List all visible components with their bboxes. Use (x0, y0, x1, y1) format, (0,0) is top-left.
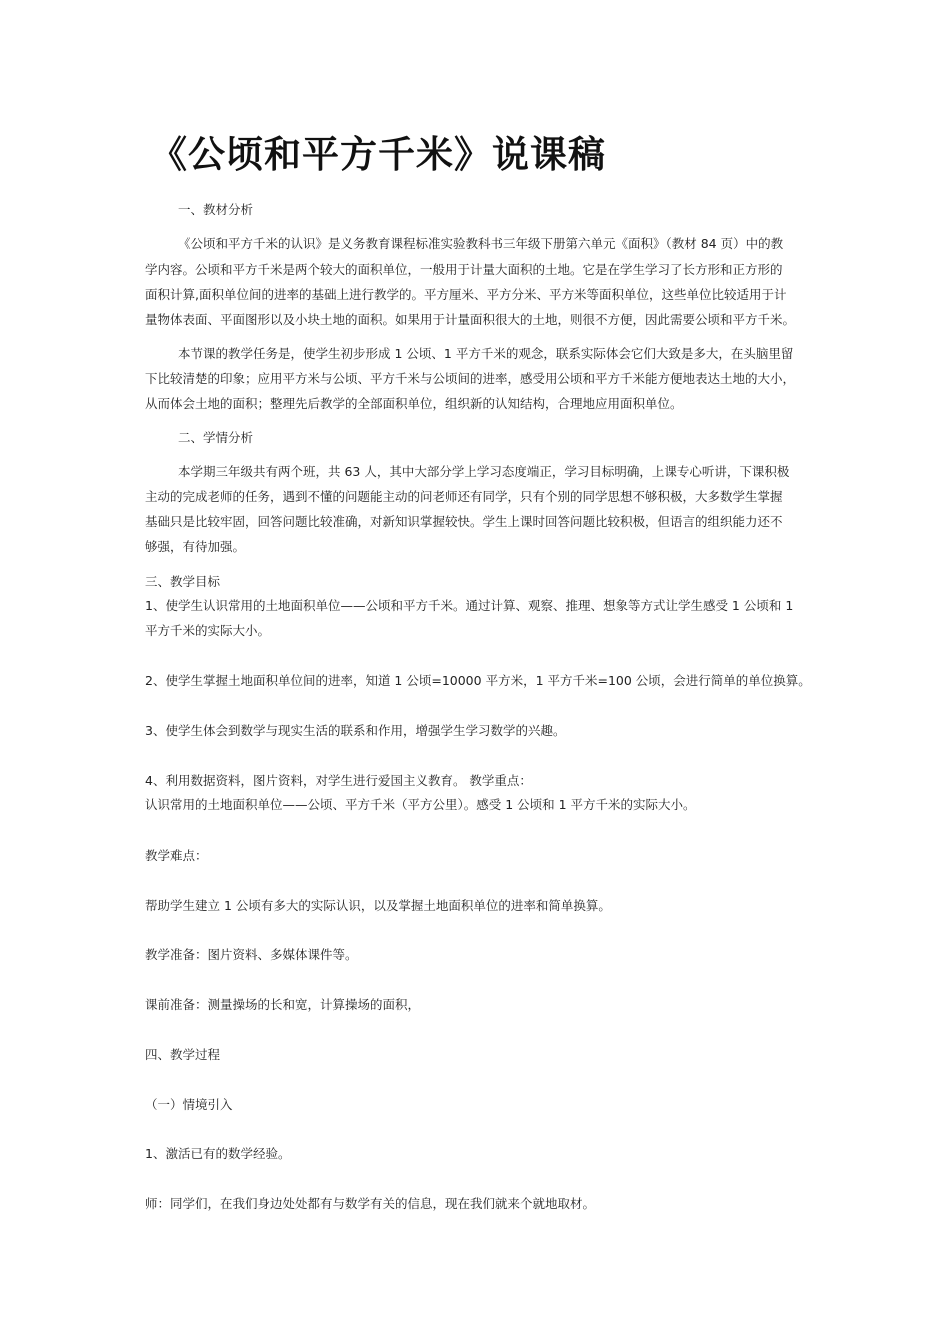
section-heading-textbook-analysis: 一、教材分析 (178, 202, 254, 217)
goal-line: 平方千米的实际大小。 (145, 623, 271, 638)
paragraph-line: 《公顷和平方千米的认识》是义务教育课程标准实验教科书三年级下册第六单元《面积》（教材 84 页）中的教 (178, 236, 784, 251)
paragraph-line: 本节课的教学任务是，使学生初步形成 1 公顷、1 平方千米的观念，联系实际体会它们大致是多大，在头脑里留 (178, 346, 794, 361)
section-heading-teaching-goals: 三、教学目标 (145, 574, 221, 589)
goal-line: 3、使学生体会到数学与现实生活的联系和作用，增强学生学习数学的兴趣。 (145, 723, 566, 738)
document-title: 《公顷和平方千米》说课稿 (150, 133, 606, 176)
paragraph-line: 主动的完成老师的任务，遇到不懂的问题能主动的问老师还有同学，只有个别的同学思想不够积极，大多数学生掌握 (145, 489, 783, 504)
section-heading-learner-analysis: 二、学情分析 (178, 430, 254, 445)
preparation-line: 教学准备：图片资料、多媒体课件等。 (145, 947, 358, 962)
paragraph-line: 从而体会土地的面积；整理先后教学的全部面积单位，组织新的认知结构，合理地应用面积单位。 (145, 396, 683, 411)
goal-line: 4、利用数据资料，图片资料，对学生进行爱国主义教育。 教学重点： (145, 773, 532, 788)
goal-line: 1、使学生认识常用的土地面积单位——公顷和平方千米。通过计算、观察、推理、想象等方式让学生感受 1 公顷和 1 (145, 598, 794, 613)
paragraph-line: 基础只是比较牢固，回答问题比较准确，对新知识掌握较快。学生上课时回答问题比较积极，但语言的组织能力还不 (145, 514, 783, 529)
paragraph-line: 量物体表面、平面图形以及小块土地的面积。如果用于计量面积很大的土地，则很不方便，因此需要公顷和平方千米。 (145, 312, 796, 327)
paragraph-line: 本学期三年级共有两个班，共 63 人，其中大部分学上学习态度端正，学习目标明确，上课专心听讲，下课积极 (178, 464, 790, 479)
goal-line: 2、使学生掌握土地面积单位间的进率，知道 1 公顷=10000 平方米，1 平方千米=100 公顷，会进行简单的单位换算。 (145, 673, 811, 688)
difficulty-line: 帮助学生建立 1 公顷有多大的实际认识，以及掌握土地面积单位的进率和简单换算。 (145, 898, 611, 913)
teacher-line: 师：同学们，在我们身边处处都有与数学有关的信息，现在我们就来个就地取材。 (145, 1196, 596, 1211)
paragraph-line: 下比较清楚的印象；应用平方米与公顷、平方千米与公顷间的进率，感受用公顷和平方千米能方便地表达土地的大小， (145, 371, 796, 386)
paragraph-line: 够强，有待加强。 (145, 539, 246, 554)
key-point-line: 认识常用的土地面积单位——公顷、平方千米（平方公里）。感受 1 公顷和 1 平方千米的实际大小。 (145, 797, 696, 812)
pre-class-line: 课前准备：测量操场的长和宽，计算操场的面积， (145, 997, 421, 1012)
difficulty-heading: 教学难点： (145, 848, 208, 863)
section-heading-teaching-process: 四、教学过程 (145, 1047, 221, 1062)
paragraph-line: 学内容。公顷和平方千米是两个较大的面积单位，一般用于计量大面积的土地。它是在学生学习了长方形和正方形的 (145, 262, 783, 277)
paragraph-line: 面积计算,面积单位间的进率的基础上进行教学的。平方厘米、平方分米、平方米等面积单位，这些单位比较适用于计 (145, 287, 787, 302)
subsection-heading: （一）情境引入 (145, 1097, 233, 1112)
process-item-line: 1、激活已有的数学经验。 (145, 1146, 291, 1161)
